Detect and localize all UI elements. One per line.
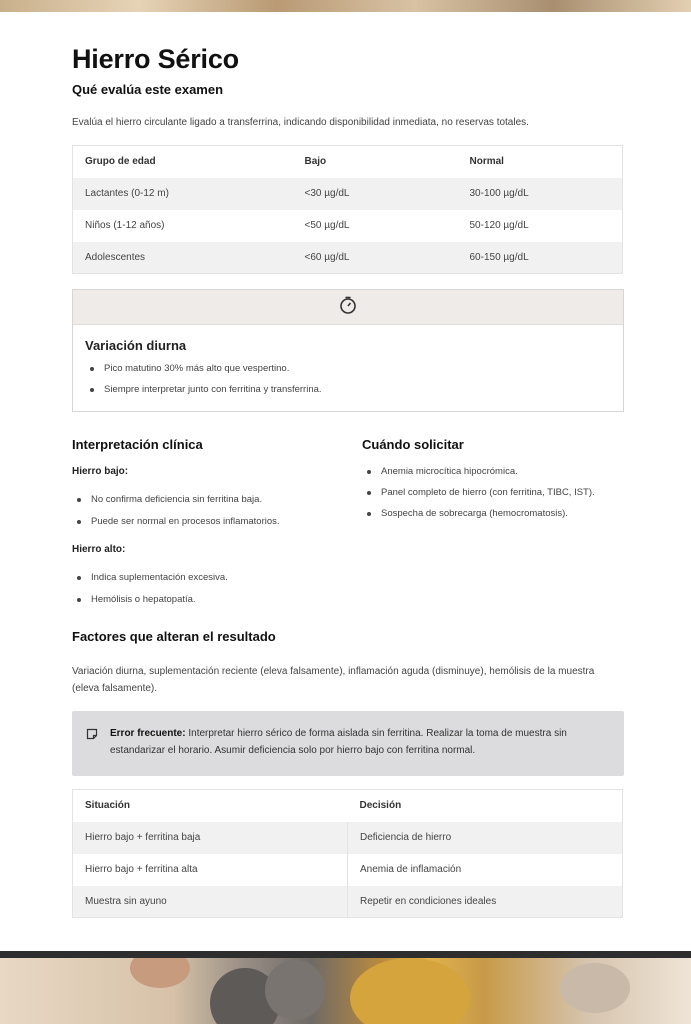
- card-bullet-list: [85, 363, 322, 405]
- high-iron-list: [72, 572, 228, 616]
- common-error-alert: [72, 711, 624, 776]
- table-header-row: [73, 790, 623, 822]
- top-decorative-banner: [0, 0, 691, 12]
- table-cell: Deficiencia de hierro: [348, 822, 623, 854]
- table-row: [73, 178, 623, 210]
- table-cell: <60 µg/dL: [293, 242, 458, 274]
- decorative-shape: [130, 958, 190, 988]
- list-item: Pico matutino 30% más alto que vespertino.: [85, 363, 322, 384]
- alert-label: Error frecuente:: [110, 728, 186, 739]
- table-cell: 30-100 µg/dL: [458, 178, 623, 210]
- factors-text: Variación diurna, suplementación reciente (eleva falsamente), inflamación aguda (disminuye), hemólisis de la muestra (eleva falsamente).: [72, 666, 595, 694]
- list-item: Puede ser normal en procesos inflamatorios.: [72, 516, 280, 538]
- table-header-row: [73, 146, 623, 178]
- section-subtitle: Qué evalúa este examen: [72, 82, 224, 97]
- table-cell: Lactantes (0-12 m): [73, 178, 293, 210]
- table-row: [73, 822, 623, 854]
- table-cell: Repetir en condiciones ideales: [348, 886, 623, 918]
- when-to-order-list: [362, 466, 624, 529]
- table-cell: <30 µg/dL: [293, 178, 458, 210]
- when-to-order-heading: Cuándo solicitar: [362, 437, 464, 452]
- high-iron-label: Hierro alto:: [72, 544, 126, 555]
- bottom-divider: [0, 951, 691, 958]
- reference-ranges-table: [72, 145, 623, 274]
- table-cell: 60-150 µg/dL: [458, 242, 623, 274]
- note-icon: [86, 727, 98, 745]
- list-item: Anemia microcítica hipocrómica.: [362, 466, 624, 487]
- card-header: [73, 290, 623, 325]
- table-cell: Hierro bajo + ferritina alta: [73, 854, 348, 886]
- table-cell: <50 µg/dL: [293, 210, 458, 242]
- column-header: Normal: [458, 146, 623, 178]
- alert-text: [110, 725, 610, 759]
- card-title: Variación diurna: [85, 338, 187, 353]
- table-cell: Hierro bajo + ferritina baja: [73, 822, 348, 854]
- column-header: Situación: [73, 790, 348, 822]
- table-row: [73, 210, 623, 242]
- low-iron-list: [72, 494, 280, 538]
- table-cell: Anemia de inflamación: [348, 854, 623, 886]
- clock-icon: [338, 295, 358, 320]
- table-row: [73, 854, 623, 886]
- list-item: Hemólisis o hepatopatía.: [72, 594, 228, 616]
- column-header: Grupo de edad: [73, 146, 293, 178]
- low-iron-label: Hierro bajo:: [72, 466, 129, 477]
- bottom-decorative-banner: [0, 958, 691, 1024]
- factors-heading: Factores que alteran el resultado: [72, 629, 276, 644]
- list-item: No confirma deficiencia sin ferritina baja.: [72, 494, 280, 516]
- column-header: Bajo: [293, 146, 458, 178]
- list-item: Indica suplementación excesiva.: [72, 572, 228, 594]
- list-item: Siempre interpretar junto con ferritina y transferrina.: [85, 384, 322, 405]
- decorative-shape: [265, 960, 325, 1020]
- interpretation-heading: Interpretación clínica: [72, 437, 203, 452]
- list-item: Sospecha de sobrecarga (hemocromatosis).: [362, 508, 624, 529]
- column-header: Decisión: [348, 790, 623, 822]
- table-row: [73, 242, 623, 274]
- table-row: [73, 886, 623, 918]
- table-cell: 50-120 µg/dL: [458, 210, 623, 242]
- table-cell: Niños (1-12 años): [73, 210, 293, 242]
- decision-table: [72, 789, 623, 918]
- page-title: Hierro Sérico: [72, 44, 239, 74]
- decorative-shape: [350, 958, 470, 1024]
- table-cell: Adolescentes: [73, 242, 293, 274]
- alert-body: Interpretar hierro sérico de forma aislada sin ferritina. Realizar la toma de muestra sin estandarizar el horario. Asumir deficiencia solo por hierro bajo con ferritina normal.: [110, 728, 567, 756]
- diurnal-variation-card: [72, 289, 624, 412]
- intro-text: Evalúa el hierro circulante ligado a transferrina, indicando disponibilidad inmediata, no reservas totales.: [72, 117, 529, 128]
- list-item: Panel completo de hierro (con ferritina, TIBC, IST).: [362, 487, 624, 508]
- table-cell: Muestra sin ayuno: [73, 886, 348, 918]
- decorative-shape: [560, 963, 630, 1013]
